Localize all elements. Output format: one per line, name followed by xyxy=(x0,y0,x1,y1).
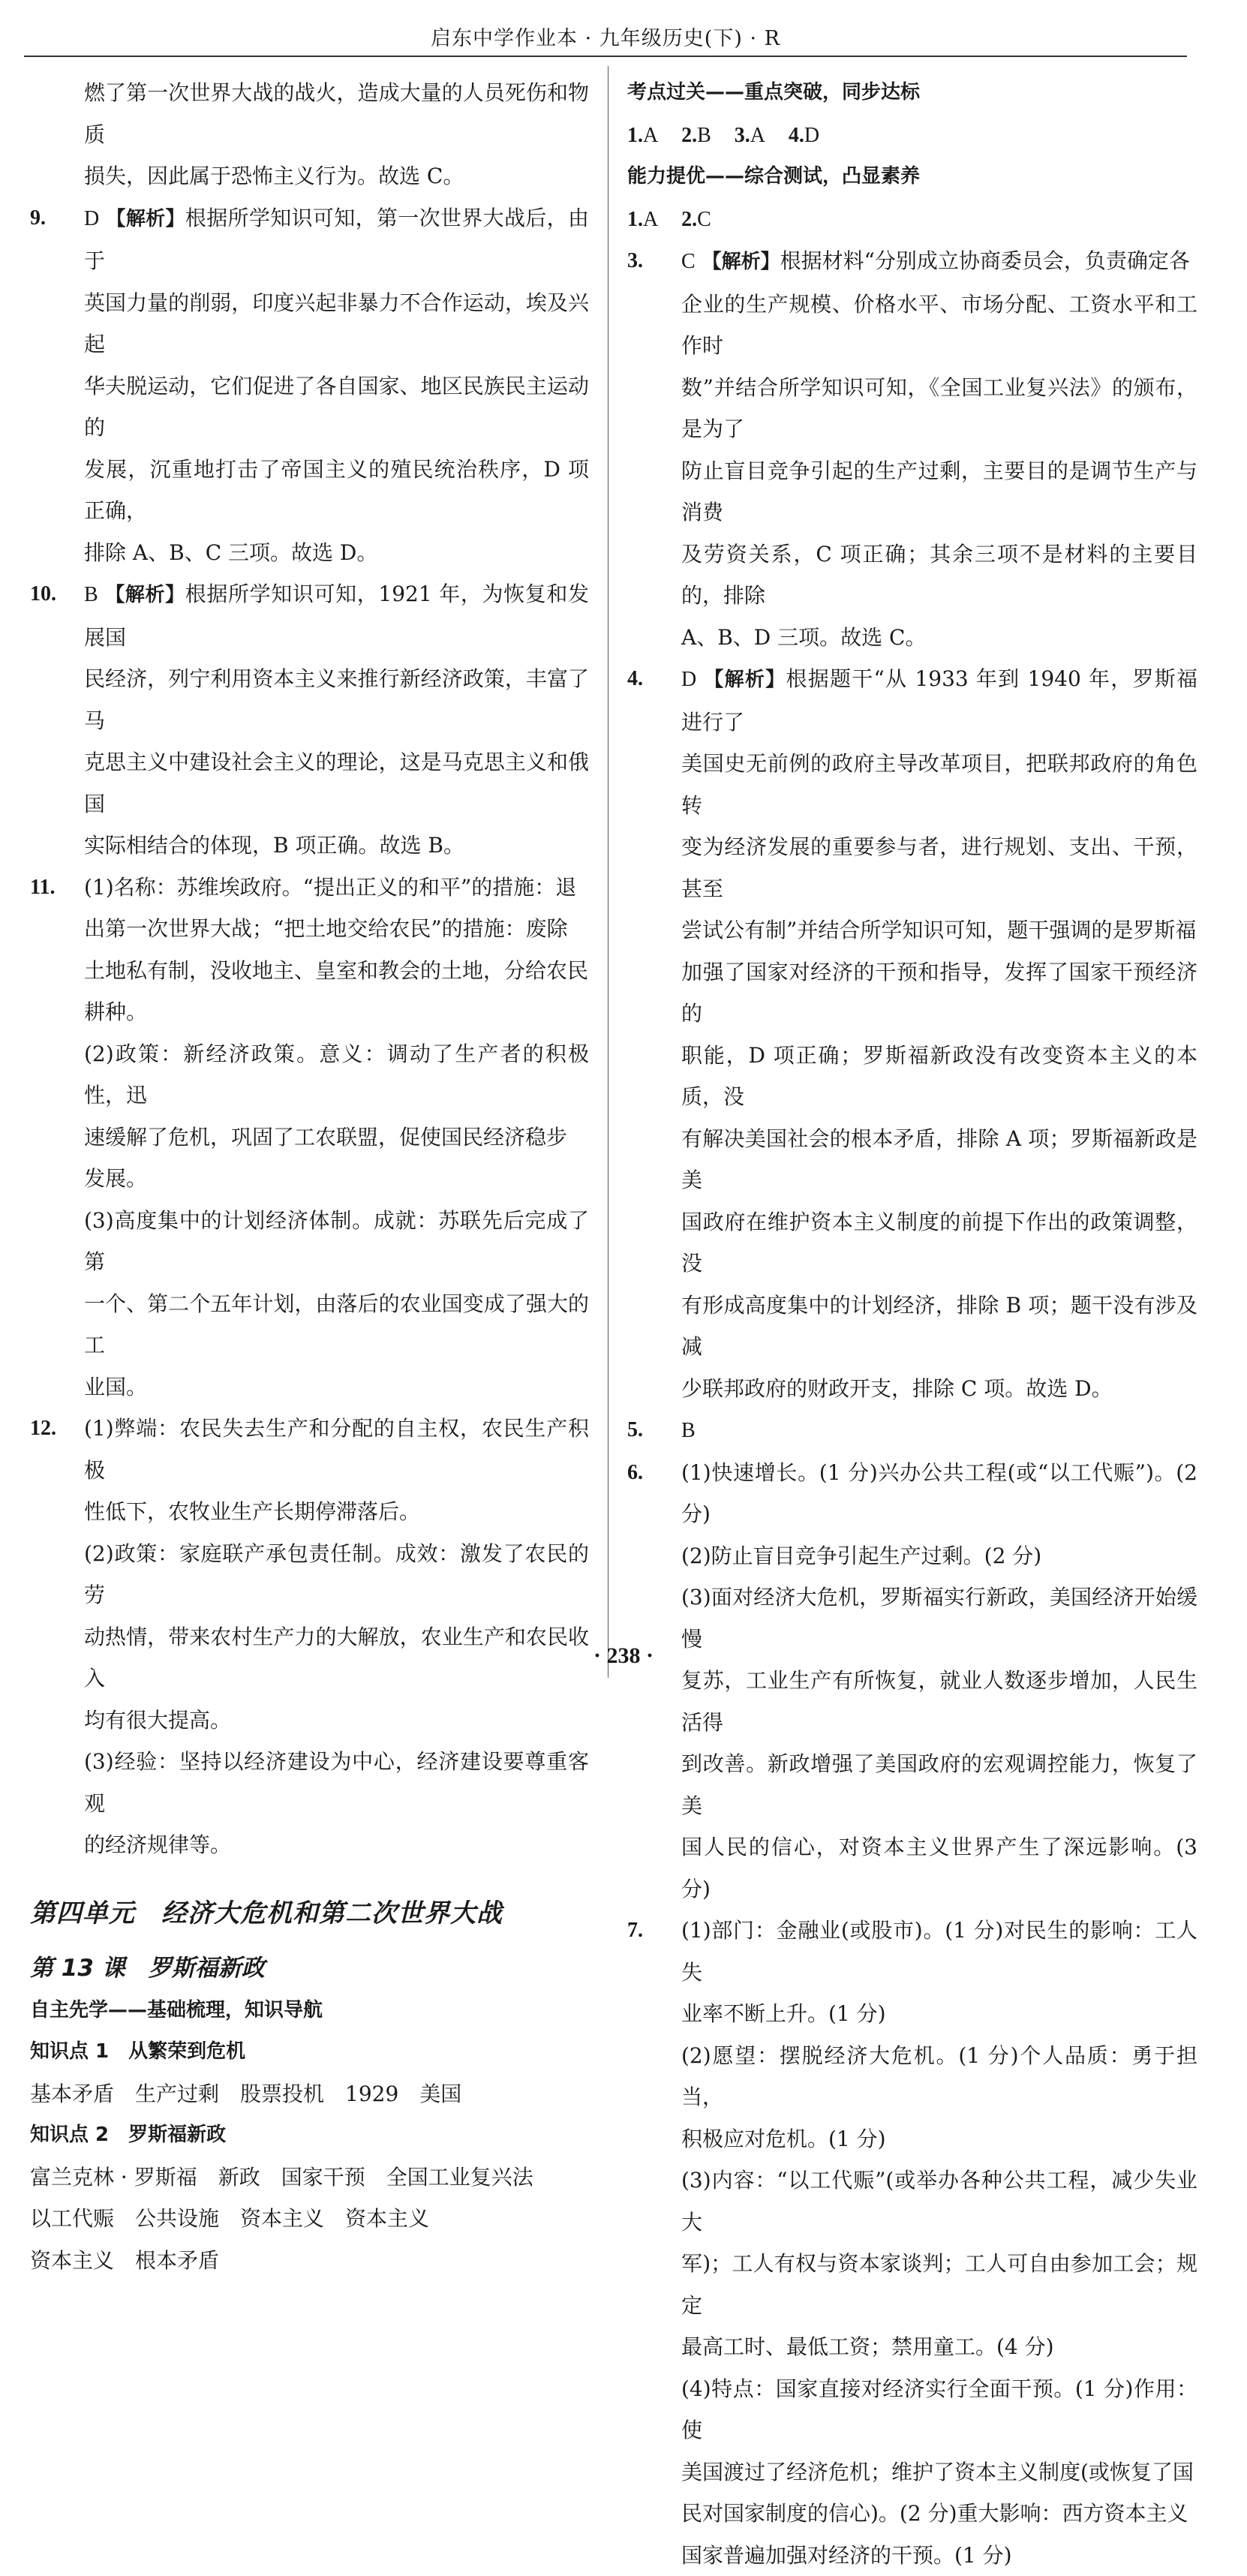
text-line: 民对国家制度的信心)。(2 分)重大影响：西方资本主义 xyxy=(681,2493,1197,2535)
text-line: 速缓解了危机，巩固了工农联盟，促使国民经济稳步 xyxy=(84,1117,589,1159)
text-line: 国家普遍加强对经济的干预。(1 分) xyxy=(681,2535,1197,2576)
question-number: 10. xyxy=(30,573,56,615)
question-number: 7. xyxy=(627,1910,643,1952)
text-line: 土地私有制，没收地主、皇室和教会的土地，分给农民 xyxy=(84,950,589,992)
text-line: 国人民的信心，对资本主义世界产生了深远影响。(3 分) xyxy=(681,1826,1197,1910)
text-line: 及劳资关系，C 项正确；其余三项不是材料的主要目的，排除 xyxy=(681,534,1197,617)
text-line: (3)面对经济大危机，罗斯福实行新政，美国经济开始缓慢 xyxy=(681,1577,1197,1660)
text-line: (3)经验：坚持以经济建设为中心，经济建设要尊重客观 xyxy=(84,1741,589,1824)
text-line: 军)；工人有权与资本家谈判；工人可自由参加工会；规定 xyxy=(681,2243,1197,2326)
fill-answers: 基本矛盾 生产过剩 股票投机 1929 美国 xyxy=(30,2073,589,2115)
text-line: 出第一次世界大战；“把土地交给农民”的措施：废除 xyxy=(84,908,589,950)
lesson-title: 第 13 课 罗斯福新政 xyxy=(30,1948,589,1990)
text-line xyxy=(681,658,1197,743)
section-heading: 能力提优——综合测试，凸显素养 xyxy=(627,156,1197,198)
text-line: (4)特点：国家直接对经济实行全面干预。(1 分)作用：使 xyxy=(681,2368,1197,2451)
section-heading: 考点过关——重点突破，同步达标 xyxy=(627,72,1197,114)
running-header xyxy=(24,23,1187,57)
answer-letter: A xyxy=(643,208,658,231)
left-column xyxy=(30,72,589,2281)
knowledge-point-heading: 知识点 2 罗斯福新政 xyxy=(30,2115,589,2157)
analysis-tag: 【解析】 xyxy=(106,208,185,230)
text-line: 尝试公有制”并结合所学知识可知，题干强调的是罗斯福 xyxy=(681,909,1197,951)
text-line: 美国渡过了经济危机；维护了资本主义制度(或恢复了国 xyxy=(681,2451,1197,2493)
text-line: 变为经济发展的重要参与者，进行规划、支出、干预，甚至 xyxy=(681,826,1197,909)
answer-letter: D xyxy=(804,124,819,147)
answer-letter: A xyxy=(643,124,658,147)
text-line: 耕种。 xyxy=(84,991,589,1033)
text-line: (1)名称：苏维埃政府。“提出正义的和平”的措施：退 xyxy=(84,867,589,909)
page-number: · 238 · xyxy=(0,1643,1247,1669)
text-line: 根据所学知识可知，第一次世界大战后，由于 xyxy=(84,206,589,274)
text-line: 动热情，带来农村生产力的大解放，农业生产和农民收入 xyxy=(84,1616,589,1700)
section-heading: 自主先学——基础梳理，知识导航 xyxy=(30,1990,589,2032)
text-line: (2)政策：新经济政策。意义：调动了生产者的积极性，迅 xyxy=(84,1033,589,1117)
question-number: 1. xyxy=(627,208,643,231)
question-5 xyxy=(627,1409,1197,1452)
text-line: 发展。 xyxy=(84,1158,589,1200)
text-line: 复苏，工业生产有所恢复，就业人数逐步增加，人民生活得 xyxy=(681,1660,1197,1743)
text-line: 到改善。新政增强了美国政府的宏观调控能力，恢复了美 xyxy=(681,1743,1197,1826)
text-line: 美国史无前例的政府主导改革项目，把联邦政府的角色转 xyxy=(681,743,1197,826)
choice-answers xyxy=(627,114,1197,157)
question-number: 4. xyxy=(627,658,643,700)
answer-letter: B xyxy=(697,124,711,147)
choice-answers xyxy=(627,198,1197,241)
text-line: 国政府在维护资本主义制度的前提下作出的政策调整，没 xyxy=(681,1201,1197,1285)
text-line: 一个、第二个五年计划，由落后的农业国变成了强大的工 xyxy=(84,1283,589,1366)
question-number: 11. xyxy=(30,867,55,909)
analysis-tag: 【解析】 xyxy=(704,669,786,691)
text-line: 有形成高度集中的计划经济，排除 B 项；题干没有涉及减 xyxy=(681,1285,1197,1368)
answer-letter: C xyxy=(697,208,711,231)
question-6 xyxy=(627,1452,1197,1910)
text-line xyxy=(84,197,589,282)
text-line: 根据题干“从 1933 年到 1940 年，罗斯福进行了 xyxy=(681,666,1197,735)
text-line: 防止盲目竞争引起的生产过剩，主要目的是调节生产与消费 xyxy=(681,450,1197,534)
text-line: (1)部门：金融业(或股市)。(1 分)对民生的影响：工人失 xyxy=(681,1910,1197,1993)
text-line: (3)内容：“以工代赈”(或举办各种公共工程，减少失业大 xyxy=(681,2160,1197,2243)
text-line: (2)愿望：摆脱经济大危机。(1 分)个人品质：勇于担当， xyxy=(681,2035,1197,2118)
answer-letter: B xyxy=(84,583,98,606)
question-number: 3. xyxy=(735,124,750,147)
text-line: 克思主义中建设社会主义的理论，这是马克思主义和俄国 xyxy=(84,741,589,825)
text-line: 损失，因此属于恐怖主义行为。故选 C。 xyxy=(84,155,589,197)
question-number: 2. xyxy=(681,208,697,231)
text-line: 业国。 xyxy=(84,1366,589,1408)
answer-letter: A xyxy=(750,124,765,147)
question-9 xyxy=(30,197,589,574)
q8-continuation xyxy=(30,72,589,197)
question-number: 4. xyxy=(789,124,804,147)
question-10 xyxy=(30,573,589,867)
text-line: 华夫脱运动，它们促进了各自国家、地区民族民主运动的 xyxy=(84,365,589,449)
text-line: 实际相结合的体现，B 项正确。故选 B。 xyxy=(84,825,589,867)
fill-answers: 以工代赈 公共设施 资本主义 资本主义 xyxy=(30,2198,589,2240)
text-line xyxy=(681,240,1197,284)
knowledge-point-heading: 知识点 1 从繁荣到危机 xyxy=(30,2031,589,2073)
answer-letter: C xyxy=(681,250,696,273)
question-number: 9. xyxy=(30,197,46,239)
text-line: 有解决美国社会的根本矛盾，排除 A 项；罗斯福新政是美 xyxy=(681,1118,1197,1201)
question-4 xyxy=(627,658,1197,1409)
text-line: 性低下，农牧业生产长期停滞落后。 xyxy=(84,1491,589,1533)
unit-title: 第四单元 经济大危机和第二次世界大战 xyxy=(30,1893,589,1935)
text-line: (1)快速增长。(1 分)兴办公共工程(或“以工代赈”)。(2 分) xyxy=(681,1452,1197,1535)
text-line: 英国力量的削弱，印度兴起非暴力不合作运动，埃及兴起 xyxy=(84,282,589,365)
text-line: 的经济规律等。 xyxy=(84,1824,589,1866)
text-line: (2)政策：家庭联产承包责任制。成效：激发了农民的劳 xyxy=(84,1533,589,1616)
text-line: 最高工时、最低工资；禁用童工。(4 分) xyxy=(681,2326,1197,2368)
question-number: 6. xyxy=(627,1452,643,1494)
question-number: 5. xyxy=(627,1409,643,1451)
text-line: A、B、D 三项。故选 C。 xyxy=(681,617,1197,659)
text-line: 少联邦政府的财政开支，排除 C 项。故选 D。 xyxy=(681,1368,1197,1410)
right-column xyxy=(627,72,1197,2576)
question-number: 3. xyxy=(627,240,643,282)
analysis-tag: 【解析】 xyxy=(105,584,185,606)
text-line xyxy=(84,573,589,658)
text-line: 业率不断上升。(1 分) xyxy=(681,1993,1197,2035)
answer-letter: D xyxy=(84,207,99,230)
answer-letter: D xyxy=(681,668,696,691)
text-line: 积极应对危机。(1 分) xyxy=(681,2118,1197,2160)
question-number: 12. xyxy=(30,1408,56,1450)
question-number: 2. xyxy=(681,124,697,147)
text-line xyxy=(681,1409,1197,1452)
text-line: (1)弊端：农民失去生产和分配的自主权，农民生产积极 xyxy=(84,1408,589,1491)
text-line: (2)防止盲目竞争引起生产过剩。(2 分) xyxy=(681,1535,1197,1577)
text-line: 发展，沉重地打击了帝国主义的殖民统治秩序，D 项正确， xyxy=(84,449,589,532)
question-12 xyxy=(30,1408,589,1866)
text-line: 民经济，列宁利用资本主义来推行新经济政策，丰富了马 xyxy=(84,658,589,741)
answer-letter: B xyxy=(681,1419,696,1442)
analysis-tag: 【解析】 xyxy=(702,251,780,273)
question-11 xyxy=(30,867,589,1408)
question-number: 1. xyxy=(627,124,643,147)
text-line: 数”并结合所学知识可知，《全国工业复兴法》的颁布，是为了 xyxy=(681,367,1197,450)
header-title: 启东中学作业本 · 九年级历史(下) · R xyxy=(431,27,780,50)
text-line: 根据所学知识可知，1921 年，为恢复和发展国 xyxy=(84,582,589,650)
text-line: 排除 A、B、C 三项。故选 D。 xyxy=(84,532,589,574)
fill-answers: 富兰克林 · 罗斯福 新政 国家干预 全国工业复兴法 xyxy=(30,2157,589,2199)
text-line: 加强了国家对经济的干预和指导，发挥了国家干预经济的 xyxy=(681,951,1197,1035)
text-line: (3)高度集中的计划经济体制。成就：苏联先后完成了第 xyxy=(84,1200,589,1283)
question-3 xyxy=(627,240,1197,658)
text-line: 燃了第一次世界大战的战火，造成大量的人员死伤和物质 xyxy=(84,72,589,155)
text-line: 根据材料“分别成立协商委员会，负责确定各 xyxy=(780,248,1190,273)
question-7 xyxy=(627,1910,1197,2576)
fill-answers: 资本主义 根本矛盾 xyxy=(30,2240,589,2282)
text-line: 企业的生产规模、价格水平、市场分配、工资水平和工作时 xyxy=(681,284,1197,367)
text-line: 均有很大提高。 xyxy=(84,1700,589,1742)
text-line: 职能，D 项正确；罗斯福新政没有改变资本主义的本质，没 xyxy=(681,1035,1197,1118)
